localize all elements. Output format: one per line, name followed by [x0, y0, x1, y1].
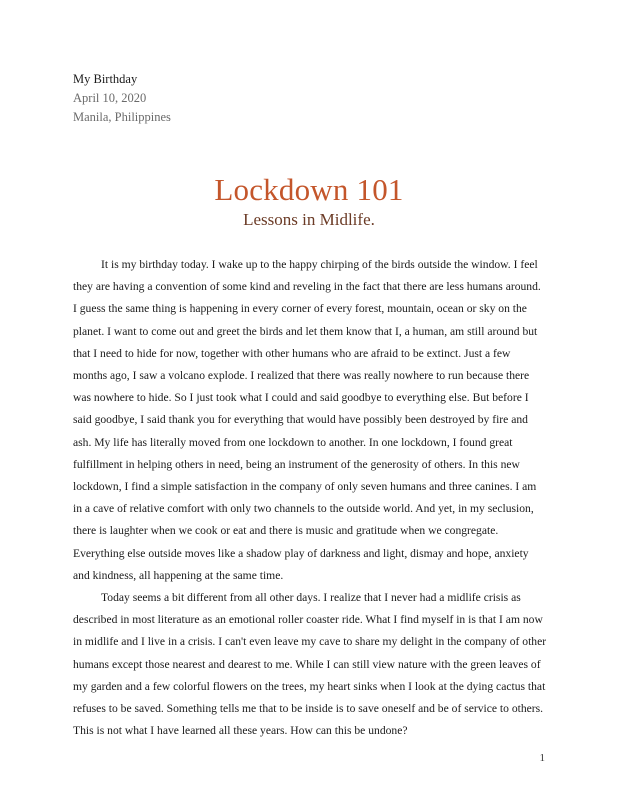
- header-location: Manila, Philippines: [73, 110, 171, 124]
- body-text: [73, 254, 547, 742]
- document-subtitle: Lessons in Midlife.: [243, 210, 375, 229]
- page-number: 1: [539, 752, 545, 764]
- header-date: April 10, 2020: [73, 91, 147, 105]
- paragraph-1: It is my birthday today. I wake up to the happy chirping of the birds outside the window. I feel they are having a convention of some kind and reveling in the fact that there are less humans around. I guess the same thing is happening in every corner of every forest, mountain, ocean or sky on the planet. I want to come out and greet the birds and let them know that I, a human, am still around but that I need to hide for now, together with other humans who are afraid to be extinct. Just a few months ago, I saw a volcano explode. I realized that there was really nowhere to run because there was nowhere to hide. So I just took what I could and said goodbye to everything else. But before I said goodbye, I said thank you for everything that would have possibly been destroyed by fire and ash. My life has literally moved from one lockdown to another. In one lockdown, I found great fulfillment in helping others in need, being an instrument of the generosity of others. In this new lockdown, I find a simple satisfaction in the company of only seven humans and three canines. I am in a cave of relative comfort with only two channels to the outside world. And yet, in my seclusion, there is laughter when we cook or eat and there is music and gratitude when we congregate. Everything else outside moves like a shadow play of darkness and light, dismay and hope, anxiety and kindness, all happening at the same time.: [73, 258, 541, 582]
- document-title: Lockdown 101: [214, 172, 404, 207]
- header-heading: My Birthday: [73, 72, 138, 86]
- title-block: [0, 172, 618, 231]
- document-header: [73, 70, 171, 127]
- paragraph-2: Today seems a bit different from all other days. I realize that I never had a midlife crisis as described in most literature as an emotional roller coaster ride. What I find myself in is that I am now in midlife and I live in a crisis. I can't even leave my cave to share my delight in the company of other humans except those nearest and dearest to me. While I can still view nature with the green leaves of my garden and a few colorful flowers on the trees, my heart sinks when I look at the dying cactus that refuses to be saved. Something tells me that to be inside is to save oneself and be of service to others. This is not what I have learned all these years. How can this be undone?: [73, 591, 547, 738]
